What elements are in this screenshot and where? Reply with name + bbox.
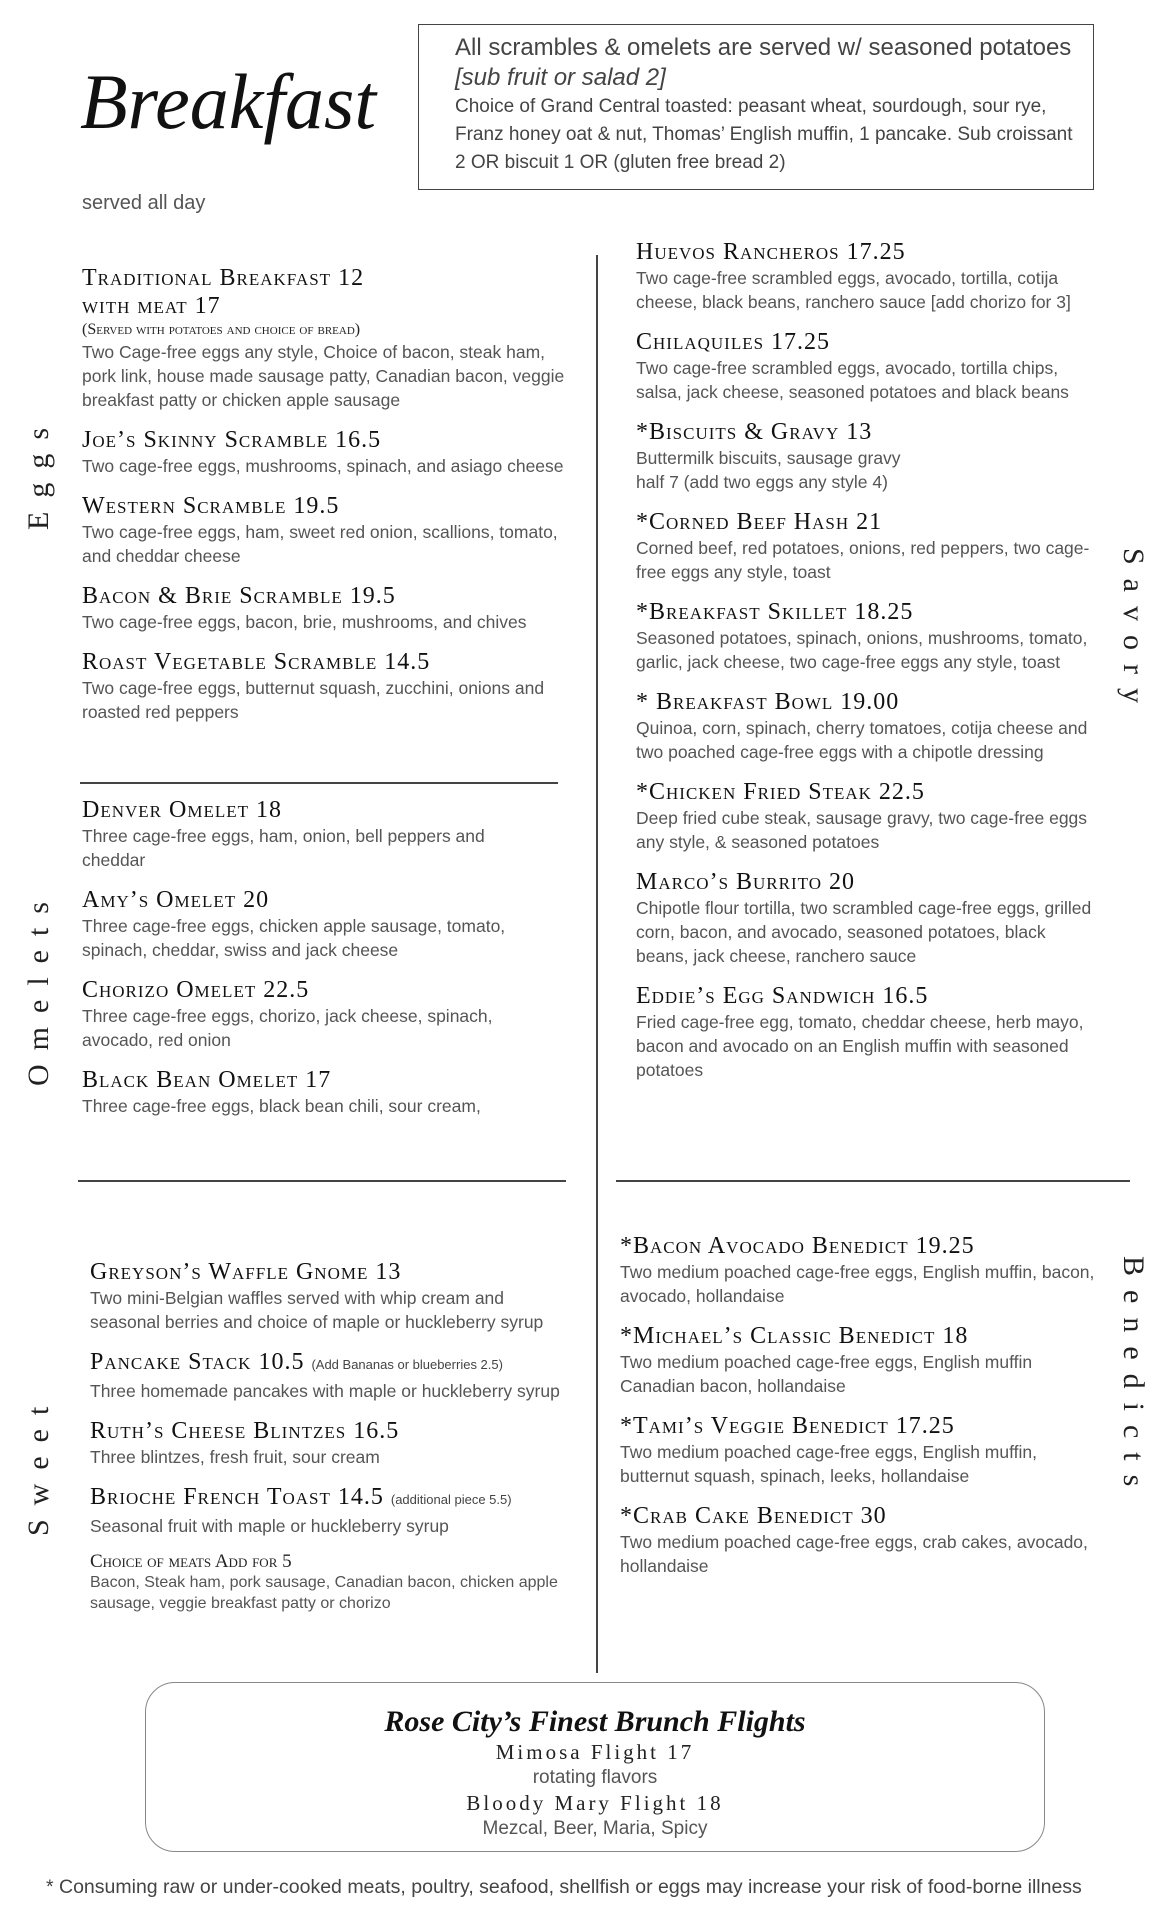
item-desc: Three cage-free eggs, black bean chili, sour cream, [82,1096,481,1116]
sweet-section [90,1258,570,1628]
menu-item [90,1258,570,1334]
item-name: *Bacon Avocado Benedict 19.25 [620,1233,975,1259]
item-desc: Three cage-free eggs, ham, onion, bell peppers and cheddar [82,826,485,870]
item-desc: Three homemade pancakes with maple or huckleberry syrup [90,1381,560,1401]
menu-item [82,976,552,1052]
item-name: Choice of meats Add for 5 [90,1551,292,1572]
item-name: *Chicken Fried Steak 22.5 [636,779,925,805]
savory-section [636,238,1098,1096]
flights-title: Rose City’s Finest Brunch Flights [384,1705,806,1738]
item-name: Traditional Breakfast 12 [82,265,365,291]
served-all-day: served all day [82,192,206,214]
item-name: Marco’s Burrito 20 [636,869,855,895]
item-name: Huevos Rancheros 17.25 [636,239,906,265]
menu-item [636,508,1098,584]
item-note: (Served with potatoes and choice of bread) [82,321,361,338]
item-name: Bacon & Brie Scramble 19.5 [82,583,396,609]
menu-item-meats [90,1552,570,1614]
item-desc: Buttermilk biscuits, sausage gravy [636,448,901,468]
menu-item [82,796,552,872]
info-line-2: [sub fruit or salad 2] [455,64,666,91]
breakfast-title [80,40,410,160]
item-desc: Bacon, Steak ham, pork sausage, Canadian bacon, chicken apple sausage, veggie breakfast patty or chorizo [90,1574,558,1612]
menu-item-traditional [82,264,582,412]
item-desc: Chipotle flour tortilla, two scrambled cage-free eggs, grilled corn, bacon, and avocado, seasoned potatoes, black beans, jack cheese, ranchero sauce [636,898,1092,966]
item-desc: Two medium poached cage-free eggs, English muffin, bacon, avocado, hollandaise [620,1262,1095,1306]
menu-item [620,1232,1098,1308]
item-name: Chorizo Omelet 22.5 [82,977,310,1003]
item-name: * Breakfast Bowl 19.00 [636,689,900,715]
item-name: *Tami’s Veggie Benedict 17.25 [620,1413,955,1439]
section-label-sweet: Sweet [22,1392,55,1536]
item-note: (Add Bananas or blueberries 2.5) [311,1357,503,1372]
menu-item [620,1412,1098,1488]
section-label-omelets: Omelets [22,888,55,1086]
item-desc: Seasonal fruit with maple or huckleberry syrup [90,1516,449,1536]
benedicts-section [620,1232,1098,1592]
item-name: Western Scramble 19.5 [82,493,340,519]
menu-item [82,1066,552,1118]
mimosa-flight: Mimosa Flight 17 [495,1740,695,1764]
item-name: Amy’s Omelet 20 [82,887,270,913]
item-desc-half: half 7 (add two eggs any style 4) [636,472,888,492]
item-name-meat: with meat 17 [82,293,221,319]
menu-item [636,688,1098,764]
menu-item [636,778,1098,854]
item-name-text: Pancake Stack 10.5 [90,1349,305,1375]
omelets-divider-left [78,1180,566,1182]
item-desc: Three blintzes, fresh fruit, sour cream [90,1447,380,1467]
item-name [90,1348,570,1379]
item-name: Joe’s Skinny Scramble 16.5 [82,427,382,453]
item-desc: Two cage-free eggs, ham, sweet red onion, scallions, tomato, and cheddar cheese [82,522,558,566]
menu-item [636,982,1098,1082]
item-desc: Two cage-free scrambled eggs, avocado, tortilla chips, salsa, jack cheese, seasoned potatoes and black beans [636,358,1069,402]
item-desc: Two medium poached cage-free eggs, English muffin, butternut squash, spinach, leeks, hollandaise [620,1442,1037,1486]
item-name: Greyson’s Waffle Gnome 13 [90,1259,402,1285]
item-name: Ruth’s Cheese Blintzes 16.5 [90,1418,400,1444]
item-name: Roast Vegetable Scramble 14.5 [82,649,431,675]
info-line-1: All scrambles & omelets are served w/ seasoned potatoes [455,34,1072,61]
item-desc: Quinoa, corn, spinach, cherry tomatoes, cotija cheese and two poached cage-free eggs with a chipotle dressing [636,718,1088,762]
menu-item [90,1483,570,1538]
eggs-section [82,264,582,738]
item-name: *Biscuits & Gravy 13 [636,419,873,445]
item-desc: Three cage-free eggs, chicken apple sausage, tomato, spinach, cheddar, swiss and jack cheese [82,916,506,960]
item-name: *Michael’s Classic Benedict 18 [620,1323,969,1349]
item-name: *Crab Cake Benedict 30 [620,1503,887,1529]
mimosa-flight-desc: rotating flavors [532,1767,658,1788]
menu-item [90,1417,570,1469]
omelets-section [82,796,552,1132]
section-label-benedicts: Benedicts [1117,1256,1150,1501]
menu-item [636,328,1098,404]
info-box [418,24,1094,190]
item-desc: Fried cage-free egg, tomato, cheddar cheese, herb mayo, bacon and avocado on an English muffin with seasoned potatoes [636,1012,1084,1080]
item-desc: Seasoned potatoes, spinach, onions, mushrooms, tomato, garlic, jack cheese, two cage-free eggs any style, toast [636,628,1088,672]
menu-item [636,418,1098,494]
item-name: Eddie’s Egg Sandwich 16.5 [636,983,929,1009]
brunch-flights-box [145,1682,1045,1852]
menu-item [82,648,582,724]
item-desc: Two cage-free eggs, butternut squash, zucchini, onions and roasted red peppers [82,678,545,722]
item-name: *Corned Beef Hash 21 [636,509,883,535]
savory-divider-right [616,1180,1130,1182]
menu-item [90,1348,570,1403]
item-name-text: Brioche French Toast 14.5 [90,1484,384,1510]
menu-item [636,238,1098,314]
eggs-divider [80,782,558,784]
menu-item [82,426,582,478]
item-desc: Two mini-Belgian waffles served with whip cream and seasonal berries and choice of maple or huckleberry syrup [90,1288,544,1332]
bloody-mary-flight: Bloody Mary Flight 18 [466,1791,724,1815]
menu-item [82,582,582,634]
item-name [90,1483,570,1514]
item-desc: Two medium poached cage-free eggs, crab cakes, avocado, hollandaise [620,1532,1088,1576]
item-note: (additional piece 5.5) [390,1492,512,1507]
item-desc: Two cage-free eggs, mushrooms, spinach, and asiago cheese [82,456,564,476]
item-desc: Two medium poached cage-free eggs, English muffin Canadian bacon, hollandaise [620,1352,1033,1396]
breakfast-title-text: Breakfast [80,58,377,145]
section-label-savory: Savory [1117,548,1150,717]
menu-item [620,1502,1098,1578]
info-line-3: Choice of Grand Central toasted: peasant wheat, sourdough, sour rye, Franz honey oat & nut, Thomas’ English muffin, 1 pancake. Sub croissant 2 OR biscuit 1 OR (gluten free bread 2) [455,96,1073,173]
center-divider [596,255,598,1673]
item-desc: Deep fried cube steak, sausage gravy, two cage-free eggs any style, & seasoned potatoes [636,808,1088,852]
item-name: Denver Omelet 18 [82,797,282,823]
menu-item [82,886,552,962]
item-name: Chilaquiles 17.25 [636,329,831,355]
bloody-mary-flight-desc: Mezcal, Beer, Maria, Spicy [482,1818,708,1839]
item-name: *Breakfast Skillet 18.25 [636,599,914,625]
raw-food-disclaimer: * Consuming raw or under-cooked meats, poultry, seafood, shellfish or eggs may increase your risk of food-borne illness [46,1876,1082,1898]
item-desc: Two cage-free eggs, bacon, brie, mushrooms, and chives [82,612,527,632]
item-desc: Two cage-free scrambled eggs, avocado, tortilla, cotija cheese, black beans, ranchero sauce [add chorizo for 3] [636,268,1071,312]
item-desc: Corned beef, red potatoes, onions, red peppers, two cage-free eggs any style, toast [636,538,1090,582]
menu-item [636,598,1098,674]
item-name: Black Bean Omelet 17 [82,1067,332,1093]
menu-item [82,492,582,568]
menu-item [636,868,1098,968]
section-label-eggs: Eggs [22,414,55,530]
menu-item [620,1322,1098,1398]
item-desc: Two Cage-free eggs any style, Choice of bacon, steak ham, pork link, house made sausage patty, Canadian bacon, veggie breakfast patty or chicken apple sausage [82,342,565,410]
item-desc: Three cage-free eggs, chorizo, jack cheese, spinach, avocado, red onion [82,1006,493,1050]
